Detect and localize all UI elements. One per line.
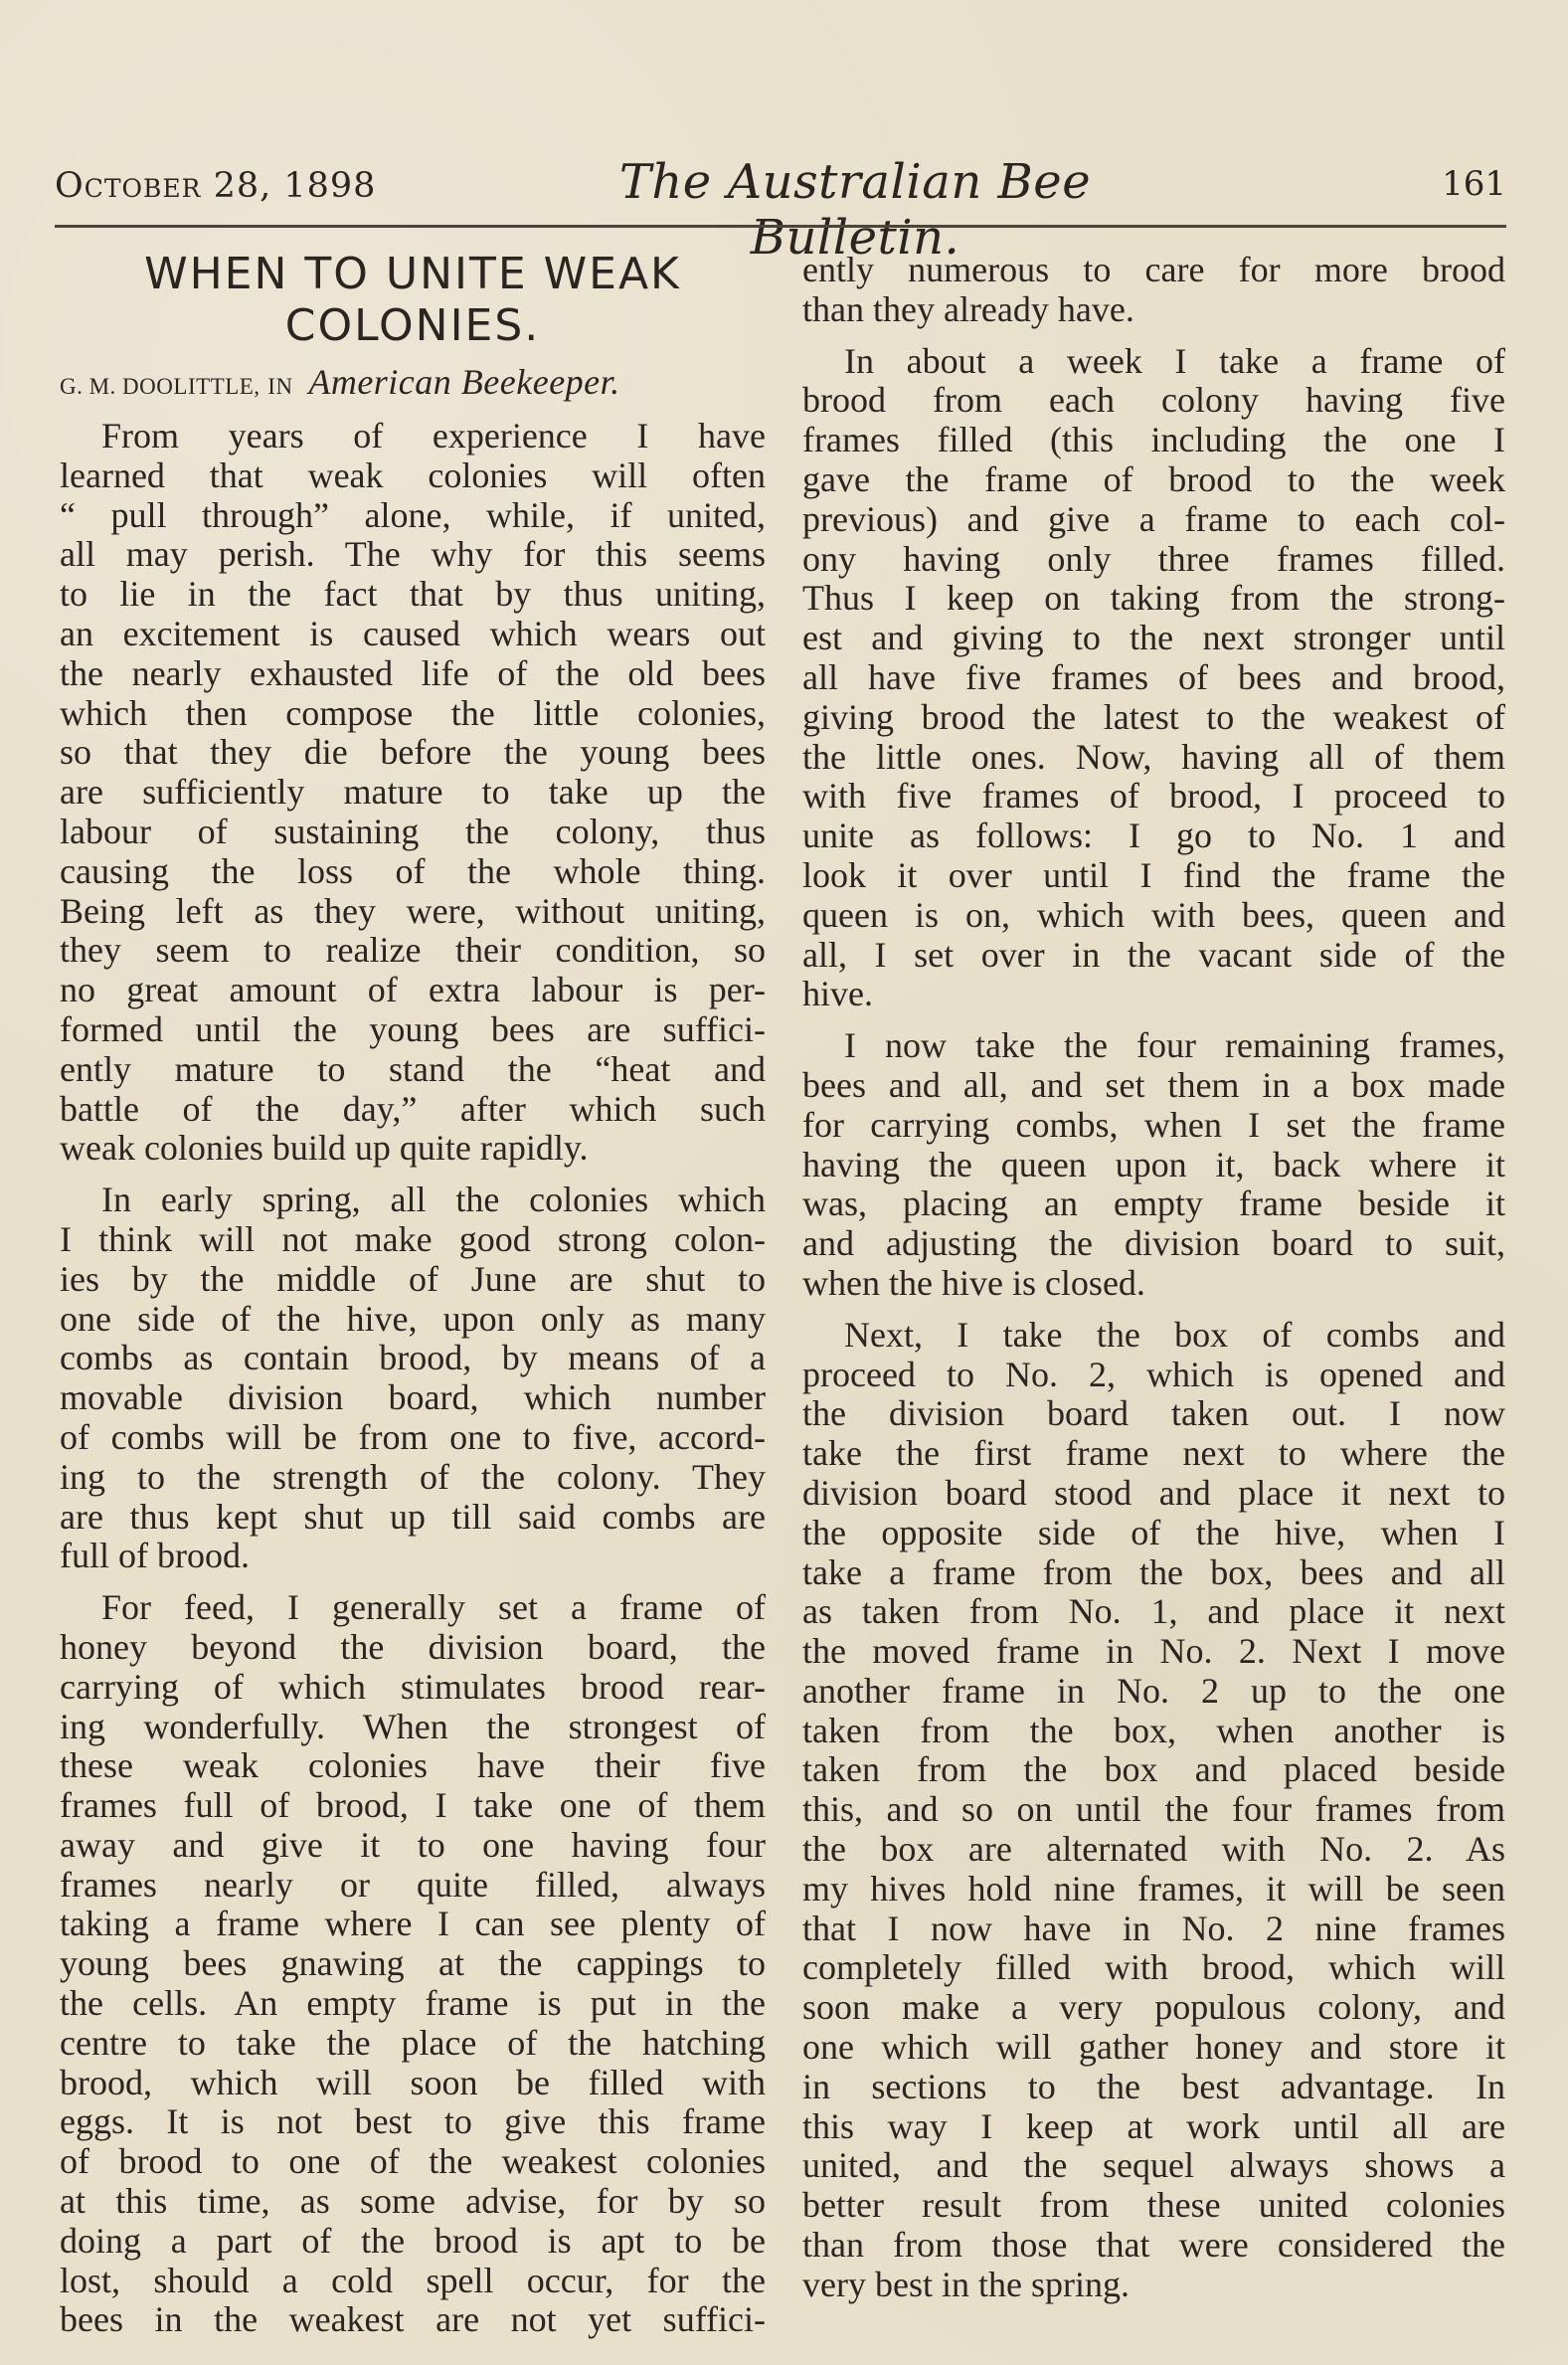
text-line: eggs. It is not best to give this frame [60, 2101, 766, 2142]
text-line: the moved frame in No. 2. Next I move [802, 1631, 1505, 1672]
text-line: to lie in the fact that by thus uniting, [60, 574, 766, 615]
text-line: full of brood. [60, 1536, 250, 1576]
text-line: proceed to No. 2, which is opened and [802, 1354, 1505, 1394]
text-line: frames nearly or quite filled, always [60, 1864, 766, 1905]
text-line: all, I set over in the vacant side of the [802, 934, 1505, 975]
text-line: in sections to the best advantage. In [802, 2066, 1505, 2106]
text-line: than they already have. [802, 288, 1134, 329]
text-line: movable division board, which number [60, 1377, 766, 1418]
text-line: learned that weak colonies will often [60, 455, 766, 495]
text-line: these weak colonies have their five [60, 1745, 766, 1786]
text-line: are sufficiently mature to take up the [60, 772, 766, 813]
text-line: ing wonderfully. When the strongest of [60, 1706, 766, 1746]
text-line: than from those that were considered the [802, 2225, 1505, 2266]
text-line: formed until the young bees are suffici- [60, 1008, 766, 1049]
right-paragraph-2 [802, 1026, 1505, 1304]
text-line: all may perish. The why for this seems [60, 534, 766, 575]
text-line: I now take the four remaining frames, [844, 1025, 1505, 1066]
text-line: centre to take the place of the hatching [60, 2022, 766, 2063]
text-line: this way I keep at work until all are [802, 2105, 1505, 2146]
text-line: taking a frame where I can see plenty of [60, 1904, 766, 1944]
text-line: unite as follows: I go to No. 1 and [802, 816, 1505, 856]
left-paragraph-3 [60, 1588, 766, 2340]
issue-date: October 28, 1898 [55, 166, 377, 206]
text-line: carrying of which stimulates brood rear- [60, 1666, 766, 1707]
text-line: giving brood the latest to the weakest of [802, 696, 1505, 737]
text-line: taken from the box, when another is [802, 1710, 1505, 1750]
text-line: are thus kept shut up till said combs are [60, 1496, 766, 1537]
right-paragraph-continued [802, 251, 1505, 330]
text-line: brood, which will soon be filled with [60, 2062, 766, 2102]
text-line: ies by the middle of June are shut to [60, 1258, 766, 1299]
right-paragraph-1 [802, 342, 1505, 1015]
text-line: frames filled (this including the one I [802, 420, 1505, 460]
text-line: one side of the hive, upon only as many [60, 1298, 766, 1339]
text-line: young bees gnawing at the cappings to [60, 1943, 766, 1984]
text-line: honey beyond the division board, the [60, 1626, 766, 1667]
text-line: this, and so on until the four frames from [802, 1789, 1505, 1830]
text-line: which then compose the little colonies, [60, 692, 766, 733]
article-title-line-2: COLONIES. [284, 300, 541, 351]
text-line: no great amount of extra labour is per- [60, 970, 766, 1010]
byline-author: G. M. DOOLITTLE, [60, 374, 261, 399]
text-line: one which will gather honey and store it [802, 2027, 1505, 2068]
text-line: the nearly exhausted life of the old bees [60, 652, 766, 693]
text-line: the division board taken out. I now [802, 1393, 1505, 1434]
text-line: for carrying combs, when I set the frame [802, 1104, 1505, 1145]
text-line: my hives hold nine frames, it will be seen [802, 1868, 1505, 1909]
text-line: hive. [802, 974, 873, 1014]
text-line: bees in the weakest are not yet suffici- [60, 2299, 766, 2340]
text-line: they seem to realize their condition, so [60, 930, 766, 971]
text-line: the little ones. Now, having all of them [802, 736, 1505, 777]
text-line: take a frame from the box, bees and all [802, 1551, 1505, 1592]
text-line: In early spring, all the colonies which [101, 1180, 766, 1220]
text-line: Being left as they were, without uniting, [60, 890, 766, 931]
left-paragraph-2 [60, 1181, 766, 1576]
text-line: combs as contain brood, by means of a [60, 1338, 766, 1378]
text-line: weak colonies build up quite rapidly. [60, 1128, 589, 1169]
text-line: brood from each colony having five [802, 380, 1505, 421]
text-line: gave the frame of brood to the week [802, 458, 1505, 499]
text-line: very best in the spring. [802, 2264, 1130, 2304]
text-line: division board stood and place it next to [802, 1472, 1505, 1513]
text-line: doing a part of the brood is apt to be [60, 2220, 766, 2261]
text-line: look it over until I find the frame the [802, 854, 1505, 895]
text-line: Thus I keep on taking from the strong- [802, 578, 1505, 619]
page-number: 161 [1442, 164, 1506, 204]
text-line: an excitement is caused which wears out [60, 613, 766, 653]
text-line: frames full of brood, I take one of them [60, 1785, 766, 1826]
text-line: For feed, I generally set a frame of [101, 1587, 766, 1628]
left-paragraph-1 [60, 417, 766, 1169]
byline [60, 362, 766, 403]
header-rule [55, 225, 1506, 228]
text-line: that I now have in No. 2 nine frames [802, 1908, 1505, 1948]
text-line: of combs will be from one to five, accord- [60, 1416, 766, 1457]
text-line: the opposite side of the hive, when I [802, 1512, 1505, 1552]
right-column [802, 251, 1505, 2305]
publication-title: The Australian Bee Bulletin. [618, 154, 1092, 266]
left-column [60, 249, 766, 2340]
page-header [55, 154, 1506, 266]
text-line: Next, I take the box of combs and [844, 1314, 1505, 1355]
text-line: battle of the day,” after which such [60, 1088, 766, 1129]
text-line: From years of experience I have [101, 416, 766, 455]
text-line: completely filled with brood, which will [802, 1947, 1505, 1988]
text-line: of brood to one of the weakest colonies [60, 2141, 766, 2182]
text-line: all have five frames of bees and brood, [802, 656, 1505, 697]
article-title-line-1: WHEN TO UNITE WEAK [144, 249, 681, 299]
text-line: taken from the box and placed beside [802, 1749, 1505, 1790]
text-line: labour of sustaining the colony, thus [60, 811, 766, 851]
text-line: at this time, as some advise, for by so [60, 2181, 766, 2222]
text-line: queen is on, which with bees, queen and [802, 894, 1505, 935]
text-line: “ pull through” alone, while, if united, [60, 494, 766, 535]
text-line: another frame in No. 2 up to the one [802, 1670, 1505, 1711]
text-line: ing to the strength of the colony. They [60, 1456, 766, 1497]
text-line: I think will not make good strong colon- [60, 1218, 766, 1259]
text-line: was, placing an empty frame beside it [802, 1183, 1505, 1224]
text-line: united, and the sequel always shows a [802, 2145, 1505, 2186]
text-line: ently mature to stand the “heat and [60, 1048, 766, 1089]
text-line: causing the loss of the whole thing. [60, 850, 766, 891]
text-line: as taken from No. 1, and place it next [802, 1591, 1505, 1632]
article-title [60, 249, 766, 352]
text-line: bees and all, and set them in a box made [802, 1064, 1505, 1105]
text-line: when the hive is closed. [802, 1262, 1145, 1303]
text-line: ony having only three frames filled. [802, 538, 1505, 579]
text-line: the box are alternated with No. 2. As [802, 1829, 1505, 1870]
right-paragraph-3 [802, 1316, 1505, 2305]
text-line: lost, should a cold spell occur, for the [60, 2260, 766, 2300]
byline-prefix: IN [267, 374, 293, 399]
byline-source: American Beekeeper. [308, 362, 620, 402]
text-line: away and give it to one having four [60, 1824, 766, 1865]
text-line: previous) and give a frame to each col- [802, 498, 1505, 539]
text-line: having the queen upon it, back where it [802, 1144, 1505, 1184]
text-line: In about a week I take a frame of [844, 340, 1505, 381]
text-line: and adjusting the division board to suit, [802, 1223, 1505, 1264]
text-line: ently numerous to care for more brood [802, 250, 1505, 289]
text-line: with five frames of brood, I proceed to [802, 776, 1505, 817]
text-line: soon make a very populous colony, and [802, 1987, 1505, 2028]
text-line: better result from these united colonies [802, 2185, 1505, 2226]
text-line: so that they die before the young bees [60, 732, 766, 773]
text-line: take the first frame next to where the [802, 1433, 1505, 1474]
text-line: the cells. An empty frame is put in the [60, 1983, 766, 2024]
text-line: est and giving to the next stronger until [802, 618, 1505, 658]
